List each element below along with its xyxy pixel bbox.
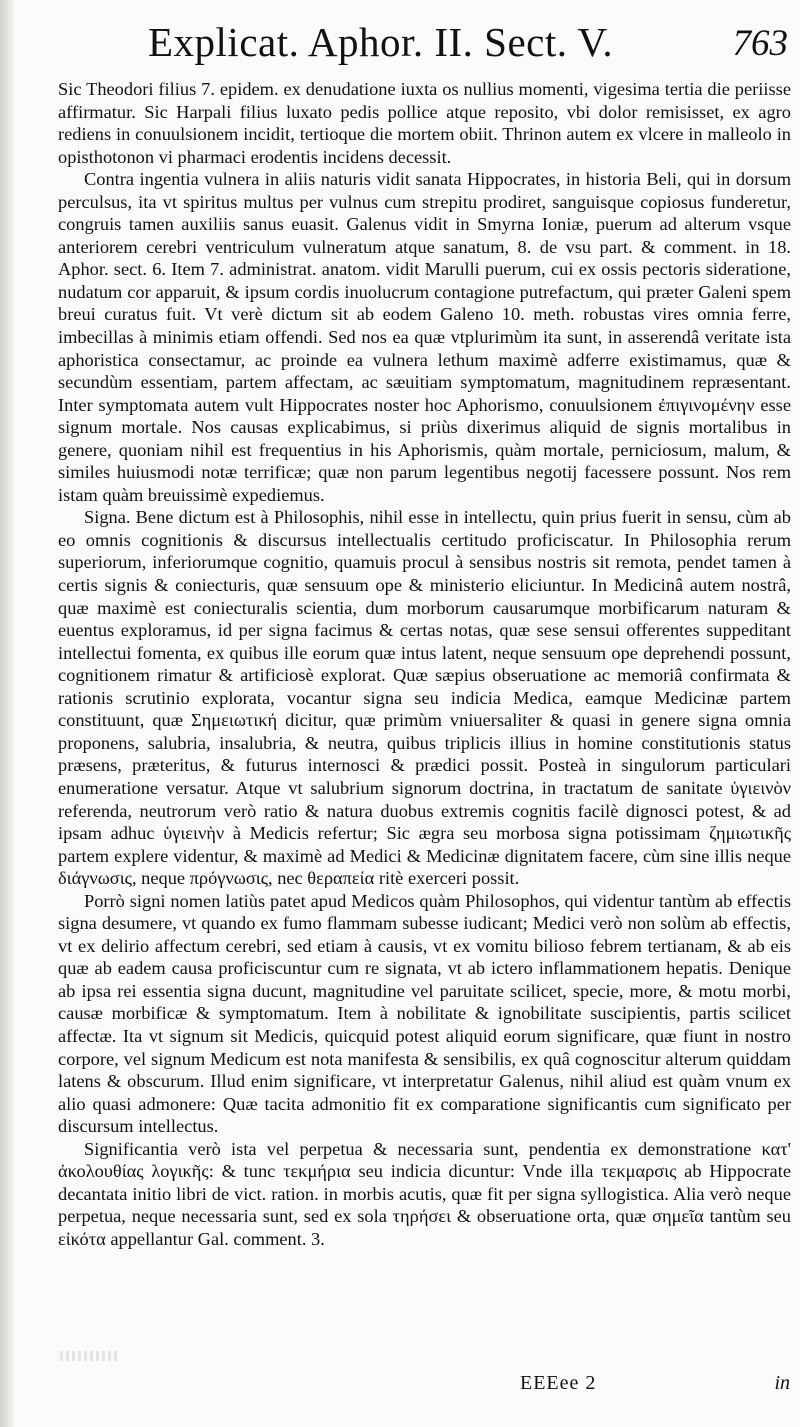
running-title: Explicat. Aphor. II. Sect. V. (148, 19, 614, 65)
catchword: in (774, 1372, 790, 1394)
signature-mark: EEEee 2 (520, 1372, 597, 1394)
paragraph: Significantia verò ista vel perpetua & necessaria sunt, pendentia ex demonstratione κατ' ἀκολουθίας λογικῆς: & tunc τεκμήρια seu indicia dicuntur: Vnde illa τεκμαρσις ab Hippocrate decantata initio libri de vict. ration. in morbis acutis, quæ fit per signa syllogistica. Alia verò neque perpetua, neque necessaria sunt, sed ex sola τηρήσει & obseruatione orta, quæ σημεῖα tantùm seu εἰκότα appellantur Gal. comment. 3. (58, 1138, 791, 1249)
page-footer (30, 1372, 790, 1412)
paragraph: Signa. Bene dictum est à Philosophis, nihil esse in intellectu, quin prius fuerit in sensu, cùm ab eo omnis cognitionis & discursus intellectualis certitudo proficiscatur. In Philosophia rerum superiorum, inferiorumque cognitio, quamuis procul à sensibus nostris sit remota, pendet tamen à certis signis & coniecturis, quæ sensuum ope & ministerio eliciuntur. In Medicinâ autem nostrâ, quæ maximè est coniecturalis scientia, dum morborum causarumque morbificarum naturam & euentus exploramus, id per signa facimus & certas notas, quæ sese sensui offerentes suppeditant intellectui fomenta, ex quibus ille eorum quæ intus latent, neque sensuum ope deprehendi possunt, cognitionem rimatur & artificiosè explorat. Quæ sæpius obseruatione ac memoriâ confirmata & rationis scrutinio explorata, vocantur signa seu indicia Medica, eamque Medicinæ partem constituunt, quæ Σημειωτική dicitur, quæ primùm vniuersaliter & quasi in genere signa omnia proponens, salubria, insalubria, & neutra, quibus triplicis illius in homine constitutionis status præsens, præteritus, & futurus internosci & prædici possit. Posteà in singulorum particulari enumeratione versatur. Atque vt salubrium signorum doctrina, in tractatum de sanitate ὑγιεινὸν referenda, neutrorum verò ratio & natura duobus extremis cognitis facilè dignosci potest, & ad ipsam adhuc ὑγιεινὴν à Medicis refertur; Sic ægra seu morbosa signa potissimam ζημιωτικῆς partem explere videntur, & maximè ad Medici & Medicinæ dignitatem facere, cùm sine illis neque διάγνωσις, neque πρόγνωσις, nec θεραπεία ritè exerceri possit. (58, 507, 791, 889)
page-body (58, 78, 791, 1358)
page-gutter-shadow (0, 0, 14, 1427)
paragraph: Porrò signi nomen latiùs patet apud Medicos quàm Philosophos, qui videntur tantùm ab effectis signa desumere, vt quando ex fumo flammam subesse iudicant; Medici verò non solùm ab effectis, vt ex delirio affectum cerebri, sed etiam à causis, vt ex vomitu bilioso febrem tertianam, & ab eis quæ ab eadem causa proficiscuntur cum re signata, vt ab ictero inflammationem hepatis. Denique ab ipsa rei essentia signa ducunt, magnitudine vel paruitate scilicet, specie, more, & motu morbi, causæ morbificæ & symptomatum. Item à nobilitate & ignobilitate suscipientis, partis scilicet affectæ. Ita vt signum sit Medicis, quicquid potest aliquid eorum significare, quæ fiunt in nostro corpore, vel signum Medicum est nota manifesta & sensibilis, ex quâ cognoscitur alterum quiddam latens & obscurum. Illud enim significare, vt interpretatur Galenus, nihil aliud est quàm vnum ex alio quasi admonere: Quæ tacita admonitio fit ex comparatione significantis cum significato per discursum intellectus. (58, 890, 791, 1137)
page-header (30, 18, 800, 78)
paragraph: Sic Theodori filius 7. epidem. ex denudatione iuxta os nullius momenti, vigesima tertia die periisse affirmatur. Sic Harpali filius luxato pedis pollice atque reposito, vbi dolor remisisset, ex agro rediens in conuulsionem incidit, tertioque die mortem obiit. Thrinon autem ex vlcere in malleolo in opisthotonon vi pharmaci erodentis incidens decessit. (58, 79, 791, 167)
paragraph: Contra ingentia vulnera in aliis naturis vidit sanata Hippocrates, in historia Beli, qui in dorsum perculsus, ita vt spiritus multus per vulnus cum strepitu prodiret, sanguisque copiosus funderetur, congruis tamen auxiliis sanus euasit. Galenus vidit in Smyrna Ioniæ, puerum ad alterum vsque anteriorem cerebri ventriculum vulneratum atque sanatum, 8. de vsu part. & comment. in 18. Aphor. sect. 6. Item 7. administrat. anatom. vidit Marulli puerum, cui ex ossis pectoris sideratione, nudatum cor apparuit, & ipsum cordis inuolucrum contagione putrefactum, qui præter Galeni spem breui curatus fuit. Vt verè dictum sit ab eodem Galeno 10. meth. robustas vires omnia ferre, imbecillas à minimis etiam offendi. Sed nos ea quæ vtplurimùm ita sunt, in asserendâ veritate ista aphoristica consectamur, ac proinde ea vulnera lethum maximè adferre existimamus, quæ & secundùm essentiam, partem affectam, ac sæuitiam symptomatum, magnitudinem repræsentant. Inter symptomata autem vult Hippocrates noster hoc Aphorismo, conuulsionem ἐπιγινομένην esse signum mortale. Nos causas explicabimus, si priùs dixerimus aliquid de signis mortalibus in genere, quoniam nihil est frequentius in his Aphorismis, quàm mortale, perniciosum, malum, & similes huiusmodi notæ terrificæ; quæ non parum legentibus negotij facessere possunt. Nos rem istam quàm breuissimè expediemus. (58, 169, 791, 505)
page-number: 763 (732, 23, 788, 64)
ink-bleed-mark (60, 1351, 120, 1361)
